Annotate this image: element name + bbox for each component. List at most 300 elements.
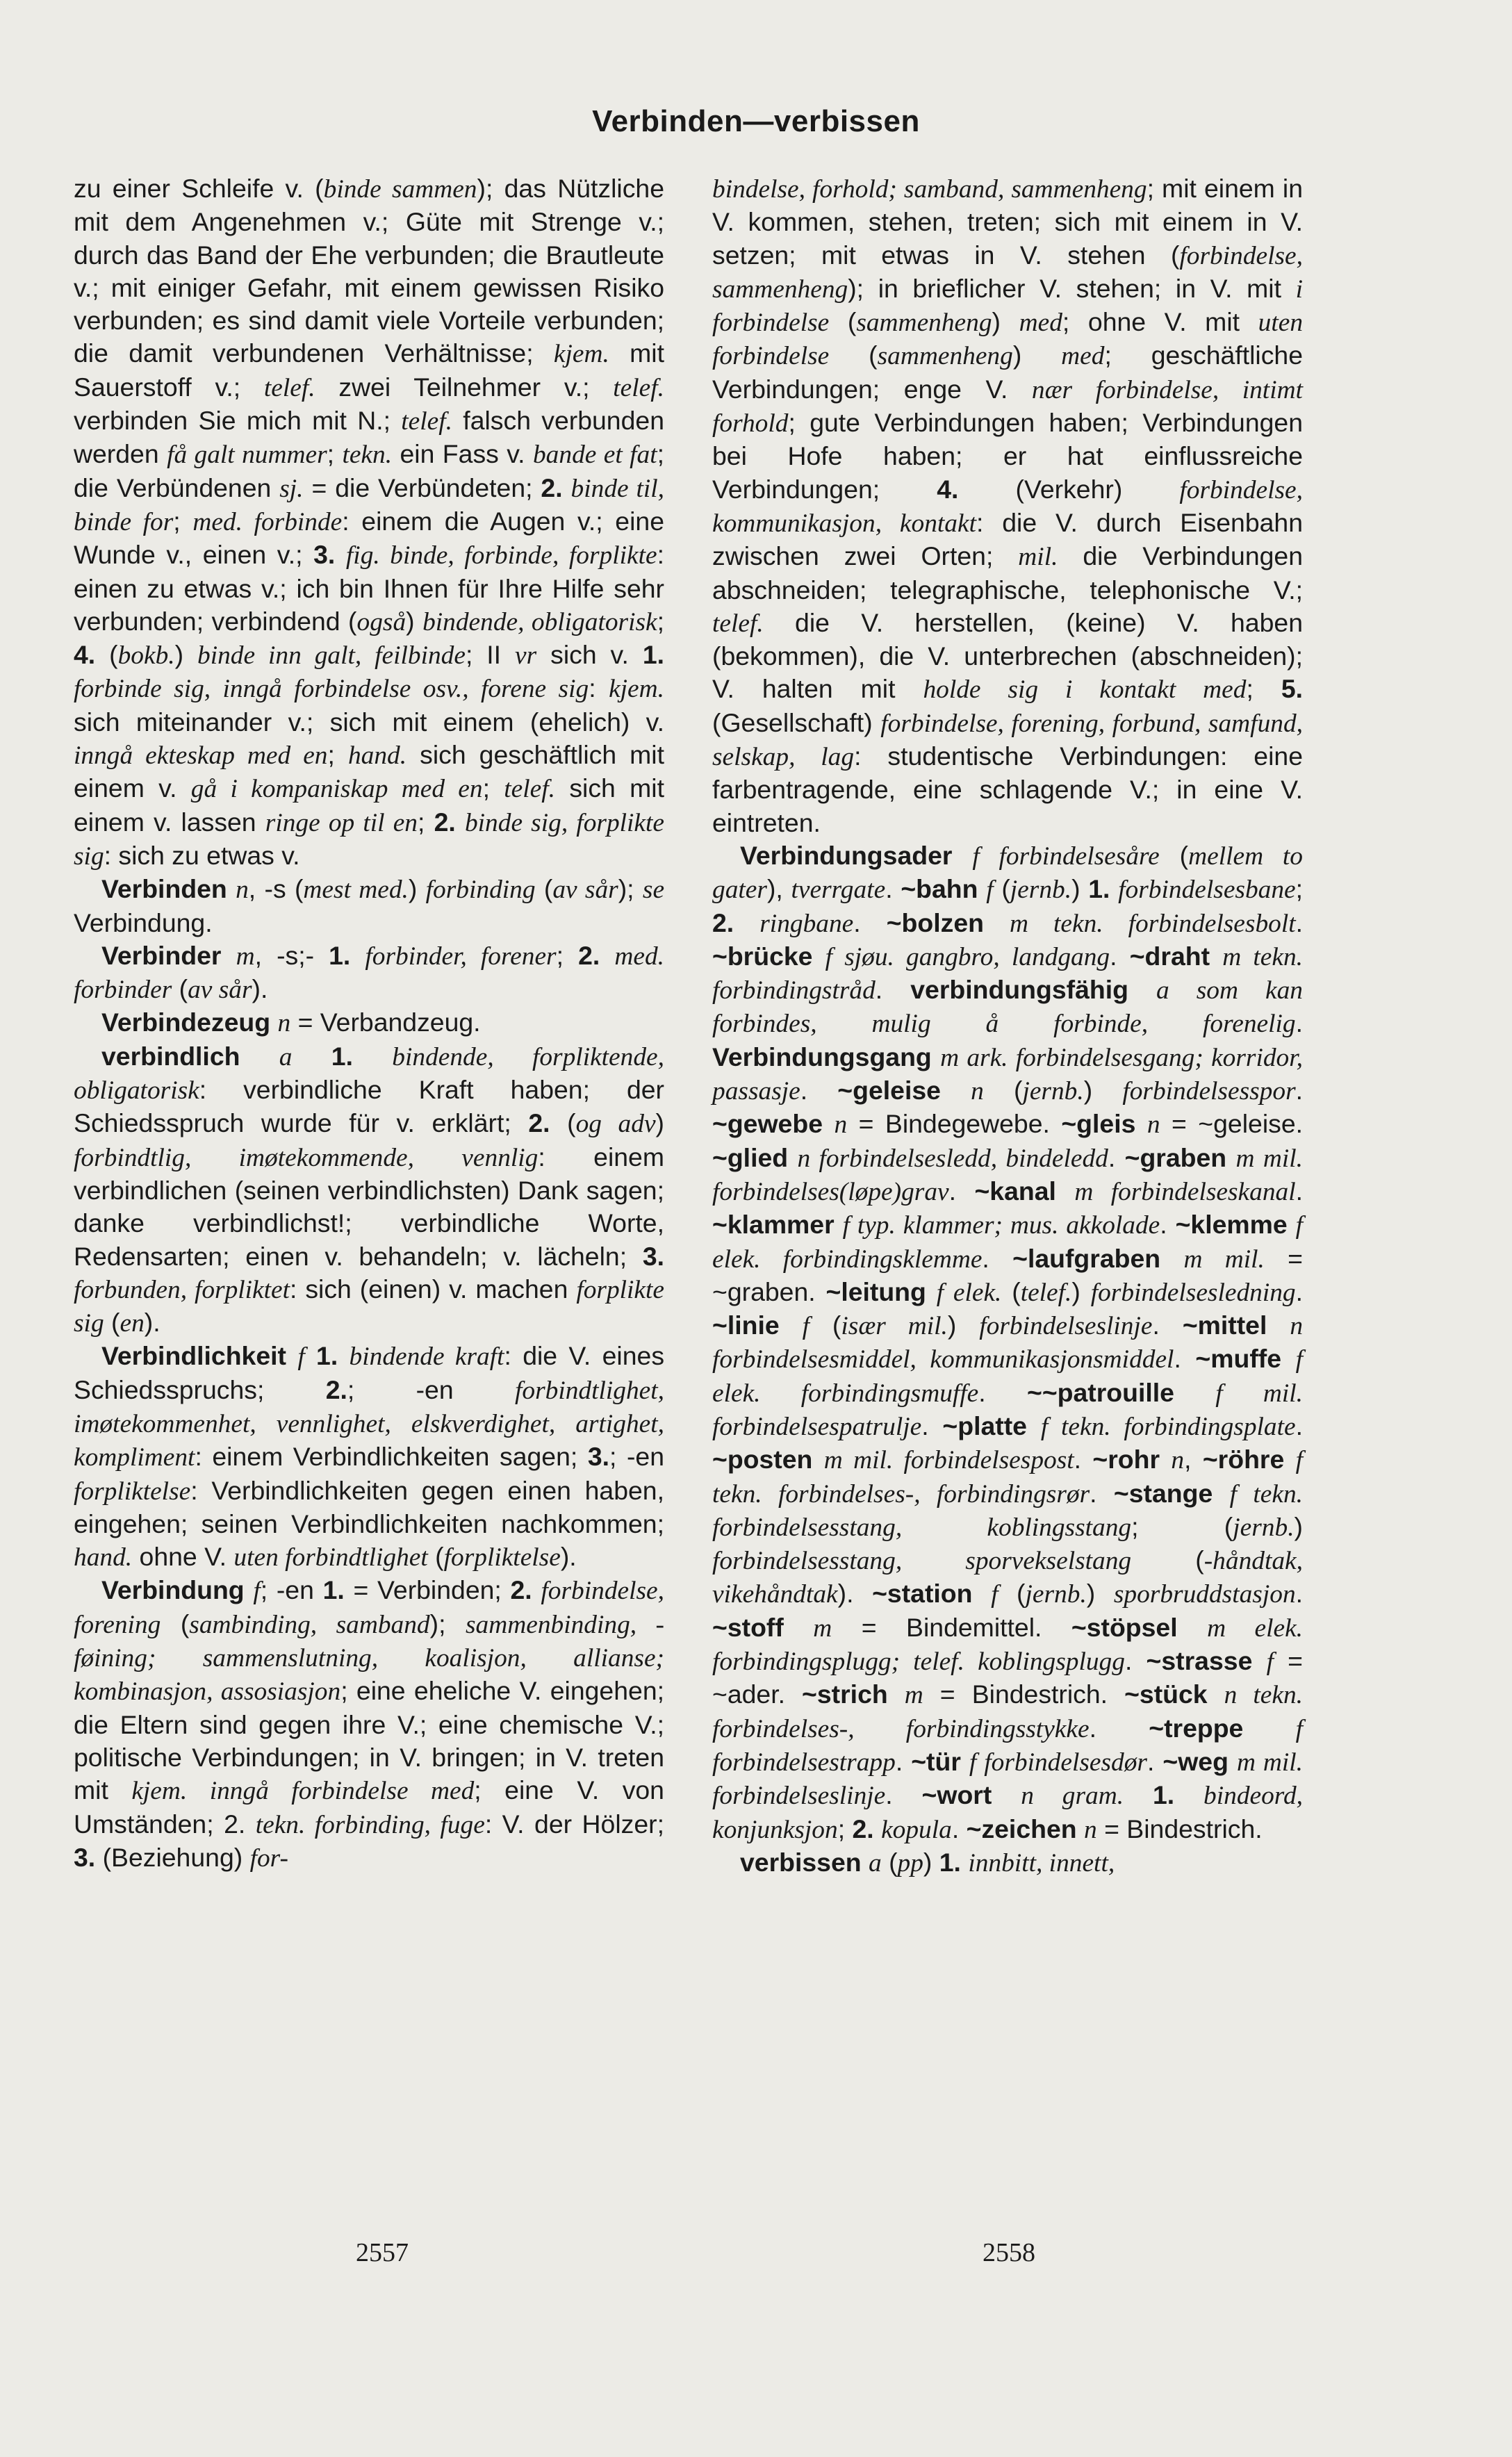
italic-text: hand. [347, 741, 407, 771]
entry-text: ) [947, 1310, 980, 1340]
entry-text: ohne V. [132, 1542, 234, 1572]
entry-text: : die V. durch Eisenbahn zwischen zwei Orten; [712, 507, 1303, 571]
headword: ~gleis [1061, 1109, 1136, 1139]
headword: ~stöpsel [1071, 1612, 1178, 1642]
italic-text: bande et fat [532, 441, 657, 470]
entry-text: . [885, 874, 901, 904]
entry-text [1027, 1411, 1041, 1440]
italic-text: for- [249, 1843, 288, 1873]
headword: verbissen [740, 1847, 862, 1877]
headword: ~platte [942, 1411, 1027, 1440]
entry-continuation [74, 172, 664, 873]
headword: Verbindungsader [740, 840, 953, 870]
headword: ~posten [712, 1445, 813, 1474]
italic-text: binde inn galt, feilbinde [197, 641, 466, 671]
entry-text: (Verkehr) [958, 474, 1180, 504]
italic-text: med [1061, 342, 1105, 371]
italic-text: især mil. [841, 1312, 948, 1341]
italic-text: f tekn. forbindelses-, forbindingsrør [712, 1446, 1304, 1509]
italic-text: f [802, 1312, 810, 1341]
italic-text: binde sammen [323, 175, 477, 204]
italic-text: forbinder, forener [365, 942, 557, 971]
entry-text [1124, 1780, 1153, 1809]
entry-text: ) [1086, 1579, 1114, 1609]
entry-text: ( [104, 1308, 120, 1338]
entry-text: = Verbandzeug. [290, 1008, 481, 1037]
italic-text: ringbane [759, 909, 854, 938]
dictionary-entry [712, 1846, 1303, 1880]
entry-text: . [1295, 1276, 1304, 1306]
italic-text: n tekn. forbindelses-, forbindingsstykke [712, 1681, 1303, 1743]
italic-text: f forbindelsesåre [972, 841, 1160, 871]
entry-text [888, 1679, 905, 1709]
italic-text: vr [515, 641, 537, 671]
dictionary-entry [712, 839, 1303, 1846]
entry-text [972, 1579, 991, 1608]
headword: ~zeichen [966, 1814, 1077, 1843]
sense-number: 3. [74, 1842, 96, 1872]
sense-number: 2. [541, 472, 563, 502]
headword: ~treppe [1149, 1713, 1244, 1743]
entry-text: ( [809, 1310, 841, 1340]
entry-text: . [1295, 1411, 1303, 1440]
italic-text: jernb. [1233, 1513, 1295, 1542]
entry-text [823, 1109, 834, 1138]
italic-text: jernb. [1010, 876, 1072, 905]
italic-text: sambinding, samband [189, 1610, 430, 1639]
entry-text [227, 874, 236, 903]
italic-text: a [868, 1848, 882, 1877]
sense-number: 1. [939, 1847, 961, 1877]
headword: ~bolzen [886, 907, 984, 937]
headword: ~kanal [974, 1176, 1056, 1206]
italic-text: n [1083, 1815, 1097, 1844]
entry-text: ); [618, 874, 643, 904]
entry-text: ) [923, 1847, 939, 1877]
entry-text: , [1184, 1445, 1203, 1474]
italic-text: a [279, 1042, 293, 1071]
italic-text: forbinding [425, 876, 536, 905]
entry-text: ) [1071, 874, 1089, 904]
entry-text [978, 874, 986, 903]
italic-text: f [297, 1342, 305, 1372]
italic-text: med. forbinder [74, 942, 665, 1005]
sense-number: 1. [322, 1575, 345, 1605]
entry-text: = Bindestrich. [1096, 1814, 1263, 1843]
sense-number: 2. [578, 940, 600, 970]
entry-text [926, 1277, 937, 1306]
sense-number: 3. [642, 1241, 664, 1271]
entry-text: ) [1071, 1276, 1091, 1306]
entry-text: , -s ( [248, 874, 304, 904]
headword: ~muffe [1195, 1344, 1282, 1374]
entry-text: ( [1159, 840, 1189, 870]
italic-text: f [986, 876, 994, 905]
italic-text: og adv [575, 1110, 656, 1139]
entry-text [1178, 1613, 1207, 1642]
entry-text [1288, 1210, 1296, 1239]
italic-text: forbindelse, forening [74, 1577, 664, 1639]
dictionary-entry [74, 1340, 664, 1574]
entry-text [1208, 1679, 1224, 1709]
sense-number: 2. [434, 807, 456, 837]
italic-text: kopula [881, 1815, 952, 1844]
headword: verbindlich [101, 1041, 240, 1071]
entry-text: : Verbindlichkeiten gegen einen haben, eingehen; seinen Verbindlichkeiten nachkommen; [74, 1475, 664, 1538]
headword: ~stück [1124, 1679, 1208, 1709]
entry-text: : einem die Augen v.; eine Wunde v., einen v.; [74, 506, 664, 570]
headword: verbindungsfähig [910, 975, 1128, 1005]
entry-text [1252, 1646, 1266, 1675]
entry-text: ; ohne V. mit [1062, 307, 1258, 337]
entry-text: ) [1083, 1076, 1123, 1106]
entry-text: = ~ader. [712, 1646, 1303, 1709]
entry-text: ) [655, 1108, 664, 1138]
italic-text: f [991, 1580, 999, 1609]
dictionary-entry [74, 1006, 664, 1040]
entry-text [532, 1575, 541, 1604]
headword: Verbinder [101, 940, 222, 970]
entry-text: ) [992, 307, 1019, 337]
entry-text: ( [535, 874, 553, 904]
right-column [712, 172, 1303, 1880]
entry-text: ( [998, 1579, 1026, 1609]
entry-text: Verbindung. [74, 907, 213, 937]
entry-text: ; [1246, 674, 1281, 704]
left-column [74, 172, 664, 1875]
entry-text: sich miteinander v.; sich mit einem (ehelich) v. [74, 707, 664, 737]
italic-text: forbindelse, sammenheng [712, 241, 1303, 304]
entry-text: ( [829, 307, 857, 337]
entry-text [335, 540, 346, 569]
italic-text: forbindelsesstang, sporvekselstang [712, 1547, 1132, 1576]
entry-text: ; [327, 439, 343, 469]
italic-text: holde sig i kontakt med [923, 675, 1247, 705]
headword: ~gewebe [712, 1109, 823, 1139]
entry-text: ). [560, 1542, 577, 1572]
entry-text [286, 1341, 297, 1370]
sense-number: 1. [1152, 1780, 1175, 1810]
entry-text: = ~graben. [712, 1243, 1303, 1306]
entry-text: ein Fass v. [392, 439, 533, 469]
italic-text: telef. [712, 609, 764, 638]
sense-number: 2. [528, 1108, 550, 1138]
italic-text: kjem. [553, 340, 609, 369]
italic-text: m forbindelseskanal [1074, 1177, 1296, 1206]
entry-text [1174, 1378, 1215, 1407]
italic-text: kjem. inngå forbindelse med [131, 1777, 475, 1806]
italic-text: ringe op til en [265, 808, 418, 837]
entry-text: ( [161, 1609, 190, 1638]
headword: ~weg [1162, 1746, 1228, 1776]
entry-text: . [1089, 1713, 1149, 1743]
entry-text [1174, 1780, 1203, 1809]
entry-text [952, 841, 972, 870]
entry-text: zwei Teilnehmer v.; [315, 372, 614, 402]
italic-text: uten forbindelse [712, 309, 1304, 371]
entry-text [1077, 1814, 1084, 1843]
italic-text: m mil. forbindelsespost [823, 1446, 1074, 1475]
entry-text [812, 942, 825, 971]
italic-text: mellem to gater [712, 841, 1303, 905]
italic-text: n [277, 1009, 291, 1038]
sense-number: 2. [712, 907, 734, 937]
entry-text: falsch verbunden werden [74, 406, 664, 469]
headword: ~mittel [1182, 1310, 1267, 1340]
headword: ~strich [802, 1679, 888, 1709]
entry-text: . [1160, 1210, 1176, 1240]
headword: ~laufgraben [1012, 1243, 1161, 1273]
entry-text [1110, 874, 1118, 903]
entry-text: verbinden Sie mich mit N.; [74, 406, 402, 436]
entry-text: ; geschäftliche Verbindungen; enge V. [712, 340, 1303, 404]
entry-text: die V. herstellen, (keine) V. haben (bekommen), die V. unterbrechen (abschneiden); V. halten mit [712, 607, 1303, 704]
entry-text: . [1295, 907, 1304, 937]
entry-text: ( [95, 640, 118, 670]
headword: ~draht [1129, 941, 1210, 971]
italic-text: f forbindelsestrapp [712, 1714, 1303, 1777]
italic-text: sporbruddstasjon [1113, 1580, 1296, 1609]
entry-text: ; [418, 807, 434, 837]
headword: Verbindezeug [101, 1008, 271, 1037]
italic-text: -håndtak, vikehåndtak [712, 1547, 1303, 1609]
italic-text: n [1147, 1110, 1160, 1140]
entry-text: ) [408, 874, 426, 904]
italic-text: f forbindelsesdør [969, 1748, 1147, 1777]
entry-text: ; [1295, 874, 1304, 904]
entry-text: : sich (einen) v. machen [290, 1274, 577, 1304]
entry-text [1226, 1143, 1235, 1172]
entry-text: . [1295, 1176, 1304, 1206]
italic-text: tekn. forbinding, fuge [255, 1810, 485, 1839]
entry-text [456, 807, 465, 837]
italic-text: bindelse, forhold; samband, sammenheng [712, 175, 1147, 204]
italic-text: mil. [1018, 543, 1058, 572]
italic-text: mest med. [303, 876, 409, 905]
entry-text: ; eine V. von Umständen; 2. [74, 1775, 664, 1839]
italic-text: f typ. klammer; mus. akkolade [842, 1211, 1160, 1240]
sense-number: 2. [510, 1575, 532, 1605]
entry-text [1284, 1445, 1295, 1474]
entry-text: ); das Nützliche mit dem Angenehmen v.; Güte mit Strenge v.; durch das Band der Ehe verbunden; die Brautleute v.; mit einiger Gefahr, mit einem gewissen Risiko verbunden; es sind damit viele Vorteile verbunden; die damit verbundenen Verhältnisse; [74, 174, 665, 368]
italic-text: bindende, obligatorisk [422, 607, 657, 636]
entry-text: , -s;- [254, 940, 329, 970]
italic-text: forbindelsesspor [1122, 1077, 1296, 1106]
dictionary-entry [74, 1574, 664, 1875]
italic-text: med. forbinde [192, 507, 343, 536]
italic-text: m tekn. forbindelsesbolt [1010, 909, 1296, 938]
italic-text: binde sig, forplikte sig [74, 808, 664, 871]
entry-text: = Bindemittel. [832, 1612, 1071, 1642]
entry-text [780, 1310, 803, 1340]
headword: ~station [872, 1579, 973, 1609]
entry-text: ); in brieflicher V. stehen; in V. mit [848, 273, 1296, 303]
entry-text [812, 1445, 823, 1474]
italic-text: tverrgate [791, 876, 886, 905]
italic-text: binde til, binde for [74, 474, 665, 536]
headword: Verbinden [101, 874, 227, 904]
entry-text: : studentische Verbindungen: eine farbentragende, eine schlagende V.; in eine V. eintreten. [712, 741, 1303, 837]
entry-text [563, 473, 571, 502]
italic-text: jernb. [1025, 1580, 1087, 1609]
headword: ~stoff [712, 1612, 784, 1642]
entry-text: = die Verbündeten; [303, 472, 541, 502]
headword: ~tür [911, 1746, 961, 1776]
italic-text: forbindelseslinje [979, 1312, 1153, 1341]
entry-text: . [853, 907, 887, 937]
entry-text: ; ( [1131, 1511, 1233, 1541]
italic-text: f elek. [936, 1278, 1002, 1307]
entry-text: ). [144, 1308, 161, 1338]
entry-text: . [921, 1411, 943, 1440]
italic-text: telef. [401, 407, 453, 436]
entry-text [1135, 1109, 1147, 1138]
entry-text: ; [482, 773, 504, 803]
entry-text: ; eine eheliche V. eingehen; die Eltern sind gegen ihre V.; eine chemische V.; politische Verbindungen; in V. bringen; in V. treten mit [74, 1676, 664, 1805]
entry-text: : einen zu etwas v.; ich bin Ihnen für Ihre Hilfe sehr verbunden; verbindend ( [74, 540, 664, 636]
entry-text [338, 1341, 349, 1370]
italic-text: m mil. [1183, 1244, 1265, 1274]
italic-text: sj. [279, 474, 304, 503]
sense-number: 5. [1281, 674, 1303, 704]
entry-text [1267, 1310, 1290, 1340]
italic-text: innbitt, innett, [968, 1848, 1115, 1877]
italic-text: n gram. [1021, 1782, 1124, 1811]
entry-text [1160, 1244, 1183, 1273]
entry-text: : verbindliche Kraft haben; der Schiedsspruch wurde für v. erklärt; [74, 1075, 664, 1138]
entry-text: : einem verbindlichen (seinen verbindlichsten) Dank sagen; danke verbindlichst!; verbindliche Worte, Redensarten; einen v. behandeln; v. lächeln; [74, 1142, 664, 1271]
entry-text: . [951, 1814, 967, 1843]
italic-text: n forbindelsesledd, bindeledd [797, 1144, 1108, 1173]
entry-text [221, 941, 236, 970]
dictionary-entry [74, 1040, 664, 1340]
italic-text: få galt nummer [167, 441, 327, 470]
entry-text: ; [837, 1814, 853, 1843]
entry-text [600, 941, 614, 970]
entry-text: ; [657, 606, 665, 636]
entry-text [292, 1042, 331, 1071]
entry-text [862, 1848, 869, 1877]
entry-text: ; -en [609, 1442, 664, 1472]
entry-text: . [1152, 1310, 1183, 1340]
italic-text: bindeord, konjunksjon [712, 1782, 1304, 1844]
italic-text: forbindelse, kommunikasjon, kontakt [712, 475, 1303, 538]
italic-text: pp [897, 1848, 923, 1877]
entry-text: . [1174, 1344, 1196, 1374]
page-header: Verbinden—verbissen [592, 104, 920, 138]
italic-text: n [971, 1077, 984, 1106]
italic-text: a som kan forbindes, mulig å forbinde, forenelig [712, 976, 1304, 1039]
italic-text: f [1266, 1647, 1274, 1677]
entry-text: ; -en [347, 1374, 515, 1404]
entry-text: zu einer Schleife v. ( [74, 174, 324, 203]
entry-text: . [1124, 1646, 1147, 1676]
entry-text: (Beziehung) [95, 1842, 250, 1872]
italic-text: uten forbindtlighet [233, 1543, 428, 1572]
entry-text [1213, 1479, 1229, 1508]
entry-text: . [1295, 1008, 1303, 1038]
entry-text: ) [1012, 340, 1062, 370]
sense-number: 2. [325, 1374, 347, 1404]
entry-text: : [589, 673, 609, 703]
entry-text [245, 1575, 254, 1604]
entry-text: . [875, 975, 911, 1005]
entry-text: ; II [465, 640, 516, 670]
headword: ~strasse [1146, 1646, 1253, 1676]
italic-text: forbindtlighet, imøtekommenhet, vennlighet, elskverdighet, artighet, kompliment [74, 1376, 664, 1472]
italic-text: kjem. [609, 675, 664, 704]
entry-text: ( [427, 1542, 444, 1572]
italic-text: telef. [263, 373, 315, 402]
italic-text: n forbindelsesmiddel, kommunikasjonsmiddel [712, 1312, 1304, 1374]
entry-text: ( [1001, 1276, 1021, 1306]
entry-text: ( [550, 1108, 576, 1138]
italic-text: n [834, 1110, 848, 1140]
sense-number: 1. [642, 640, 664, 670]
entry-text [874, 1814, 881, 1843]
entry-text: ; mit einem in V. kommen, stehen, treten; sich mit einem in V. setzen; mit etwas in V. stehen ( [712, 174, 1303, 270]
entry-text: ); [429, 1609, 466, 1638]
entry-text: ) [174, 640, 198, 670]
headword: Verbindung [101, 1575, 245, 1605]
italic-text: forpliktelse [443, 1543, 561, 1572]
italic-text: forpliktelse [74, 1477, 191, 1506]
italic-text: n [236, 876, 249, 905]
entry-text: ; die Verbündenen [74, 439, 664, 502]
page-number-right: 2558 [983, 2238, 1035, 2267]
italic-text: sammenheng [856, 309, 992, 338]
sense-number: 3. [587, 1442, 610, 1472]
entry-text [788, 1143, 797, 1172]
entry-text [270, 1008, 277, 1037]
italic-text: forbindelsesledning [1090, 1278, 1296, 1307]
entry-text: = Verbinden; [344, 1575, 511, 1605]
headword: Verbindungsgang [712, 1042, 932, 1071]
italic-text: forbindelsesbane [1118, 876, 1296, 905]
italic-text: f [253, 1577, 261, 1606]
entry-text: . [885, 1780, 922, 1810]
entry-text: . [1074, 1445, 1093, 1474]
entry-text: ; [173, 506, 193, 536]
entry-text [784, 1613, 813, 1642]
entry-text [240, 1042, 279, 1071]
italic-text: også [356, 607, 406, 636]
entry-text [305, 1341, 316, 1370]
headword: ~röhre [1202, 1445, 1285, 1474]
page-number-left: 2557 [356, 2238, 409, 2267]
entry-text: . [1295, 1076, 1304, 1106]
italic-text: m mil. forbindelseslinje [712, 1748, 1304, 1811]
entry-text: ( [1131, 1545, 1204, 1575]
entry-text: = ~geleise. [1160, 1109, 1304, 1139]
entry-text: = Bindestrich. [923, 1679, 1125, 1709]
entry-continuation [712, 172, 1303, 839]
entry-text: ), [766, 874, 791, 904]
italic-text: m elek. forbindingsplugg; telef. koblingsplugg [712, 1613, 1304, 1677]
entry-text: : V. der Hölzer; [484, 1809, 664, 1839]
entry-text: ( [993, 874, 1010, 904]
entry-text: mit Sauerstoff v.; [74, 338, 665, 402]
italic-text: bokb. [117, 641, 175, 671]
entry-text [1128, 975, 1156, 1004]
headword: ~stange [1113, 1478, 1213, 1508]
headword: ~geleise [837, 1076, 941, 1106]
entry-text [932, 1042, 940, 1071]
italic-text: sammenbinding, -føining; sammenslutning, koalisjon, allianse; kombinasjon, assosiasjon [74, 1610, 665, 1707]
italic-text: nær forbindelse, intimt forhold [712, 375, 1303, 438]
entry-text: (Gesellschaft) [712, 707, 881, 737]
entry-text: ; [327, 740, 348, 770]
